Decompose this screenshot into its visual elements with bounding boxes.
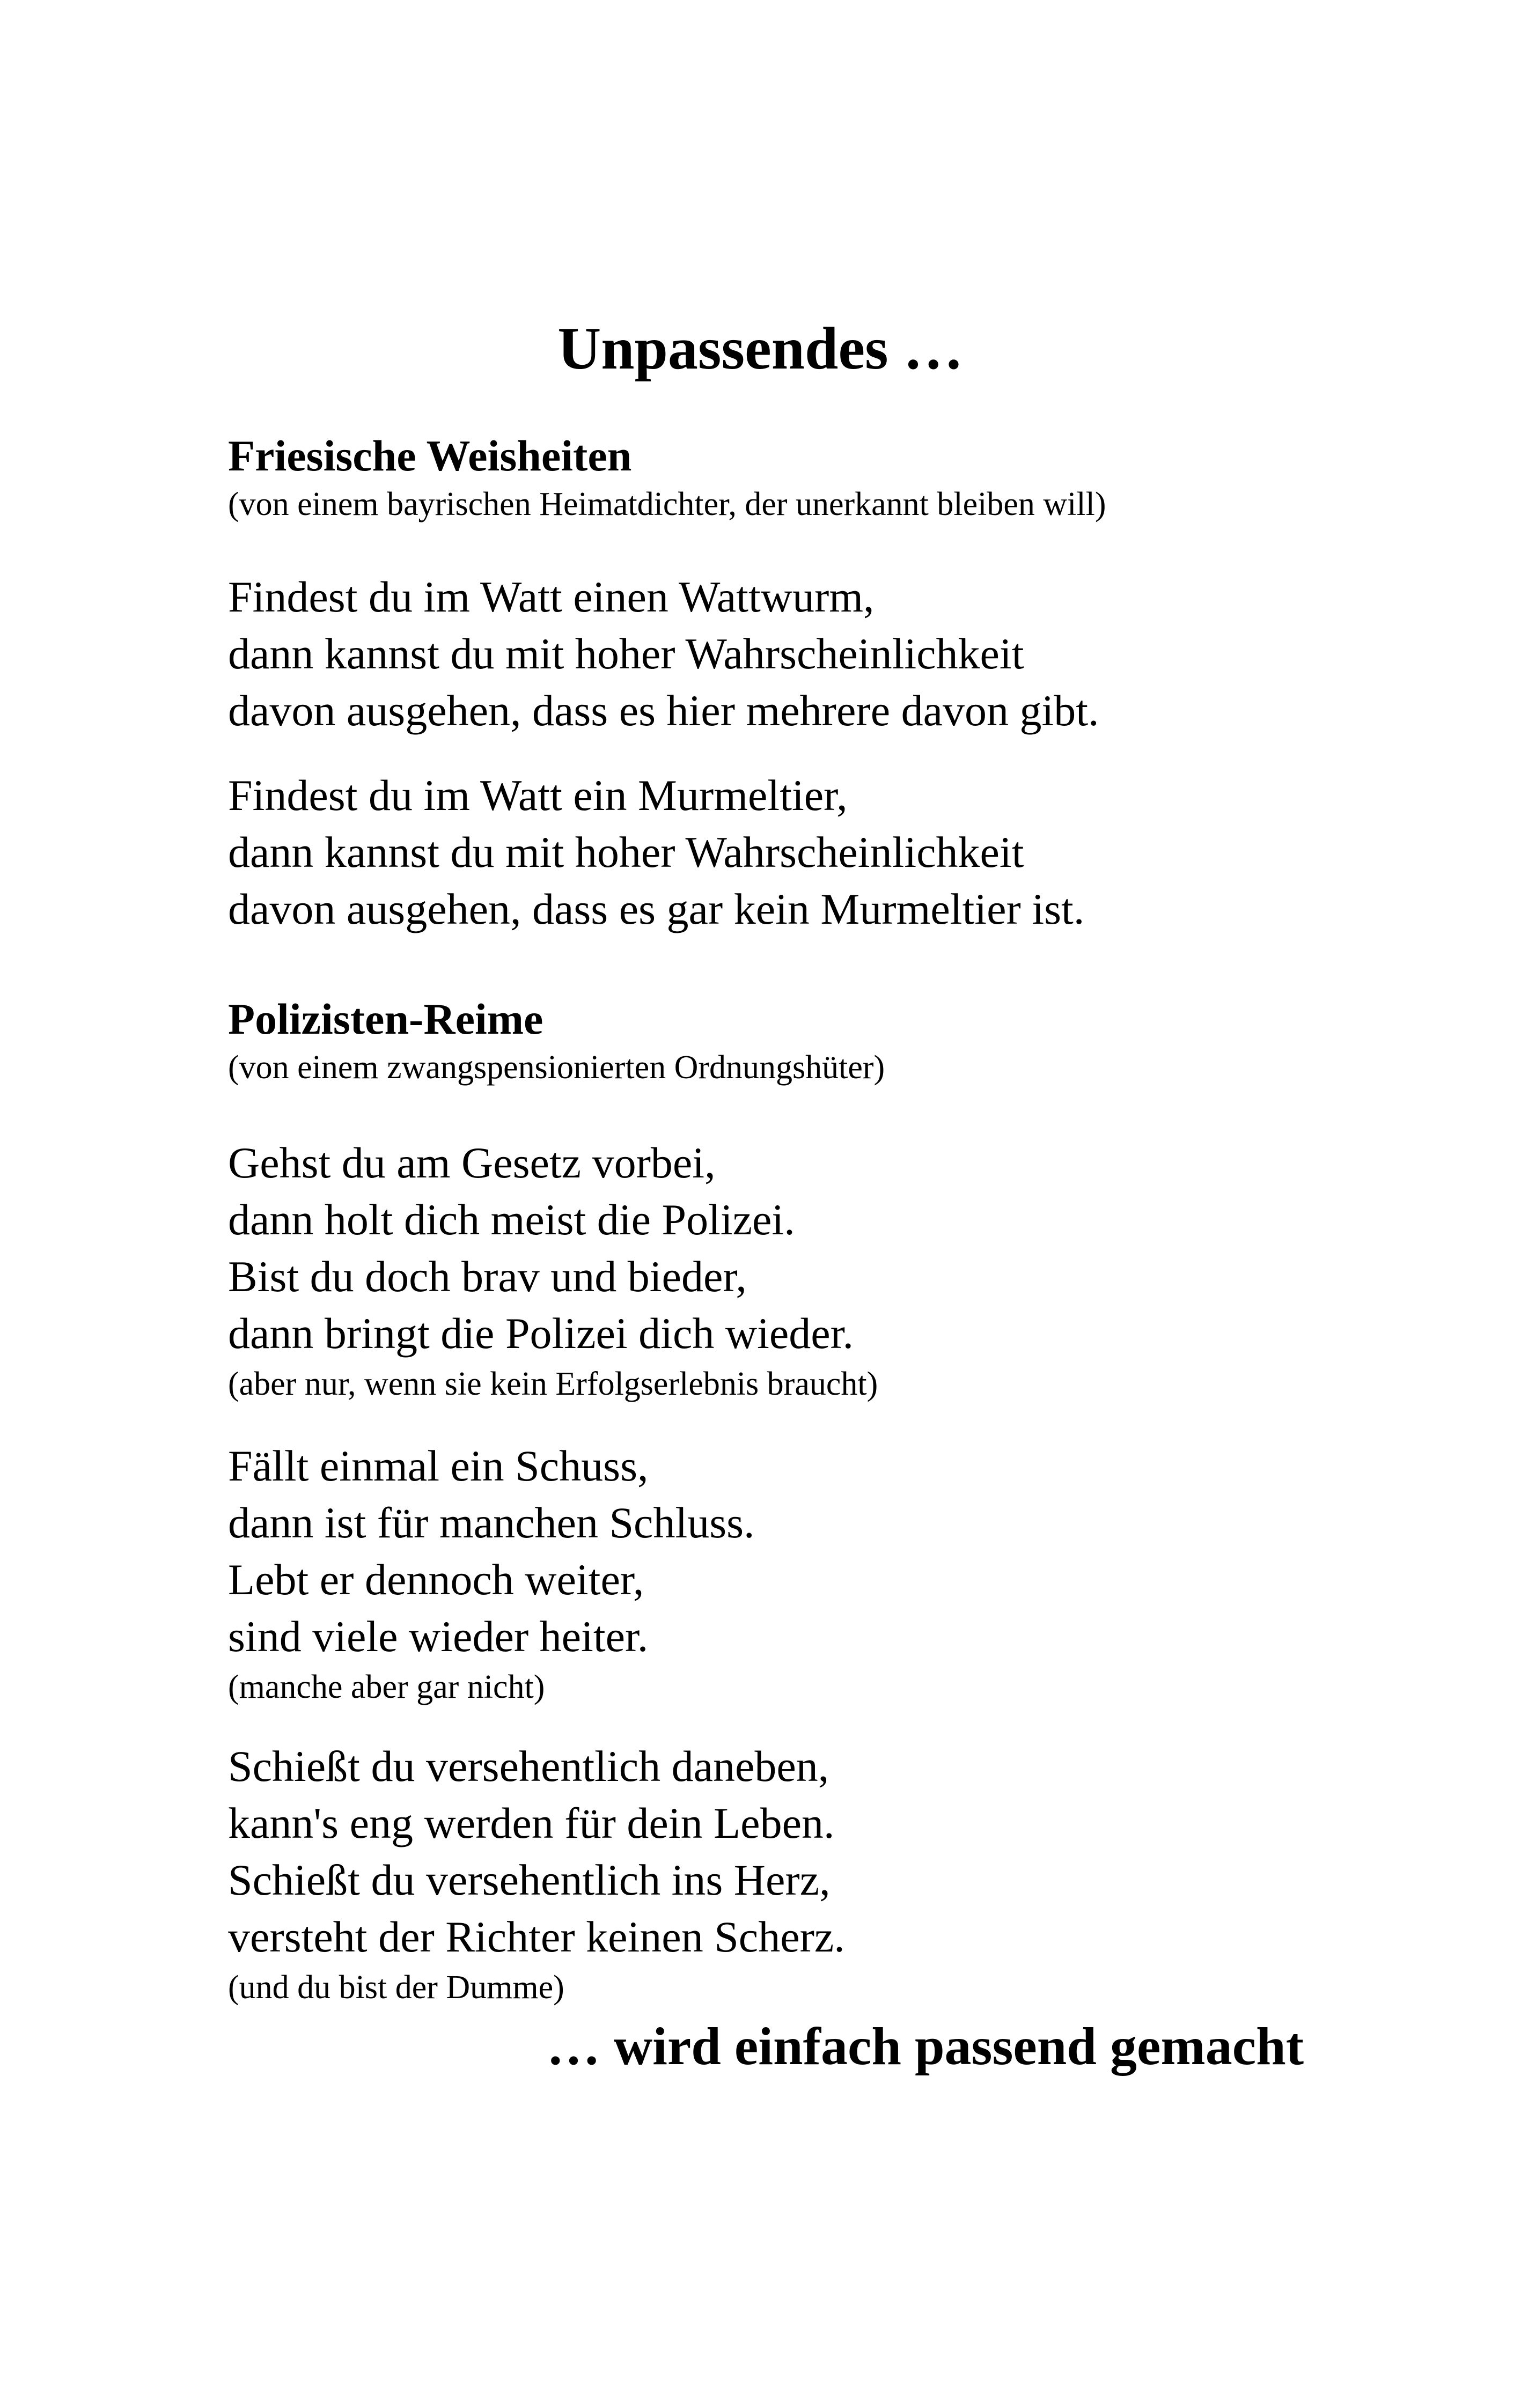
stanza-note: (aber nur, wenn sie kein Erfolgserlebnis braucht) (228, 1366, 878, 1402)
stanza-line: dann bringt die Polizei dich wieder. (228, 1309, 854, 1358)
stanza-line: dann kannst du mit hoher Wahrscheinlichkeit (228, 828, 1024, 877)
stanza-line: dann kannst du mit hoher Wahrscheinlichkeit (228, 629, 1024, 678)
stanza-line: sind viele wieder heiter. (228, 1612, 649, 1661)
stanza-line: Schießt du versehentlich ins Herz, (228, 1855, 831, 1904)
stanza-line: dann holt dich meist die Polizei. (228, 1195, 795, 1244)
stanza-line: Lebt er dennoch weiter, (228, 1555, 644, 1604)
page-title: Unpassendes … (557, 315, 964, 382)
stanza-line: kann's eng werden für dein Leben. (228, 1799, 835, 1847)
stanza (228, 569, 1099, 739)
stanza-line: davon ausgehen, dass es gar kein Murmeltier ist. (228, 885, 1085, 933)
stanza (228, 1438, 755, 1709)
section-heading-polizisten-reime: Polizisten-Reime (228, 995, 543, 1043)
stanza-line: Bist du doch brav und bieder, (228, 1252, 747, 1301)
section-heading-friesische-weisheiten: Friesische Weisheiten (228, 431, 632, 480)
stanza-note: (und du bist der Dumme) (228, 1969, 564, 2006)
closing-line: … wird einfach passend gemacht (546, 2016, 1304, 2076)
stanza-line: Schießt du versehentlich daneben, (228, 1742, 829, 1791)
section-note-friesische-weisheiten: (von einem bayrischen Heimatdichter, der unerkannt bleiben will) (228, 486, 1106, 522)
section-note-polizisten-reime: (von einem zwangspensionierten Ordnungshüter) (228, 1049, 885, 1086)
stanza-line: dann ist für manchen Schluss. (228, 1498, 755, 1547)
stanza-note: (manche aber gar nicht) (228, 1669, 545, 1705)
stanza-line: Findest du im Watt einen Wattwurm, (228, 572, 875, 621)
stanza (228, 767, 1084, 938)
stanza (228, 1738, 845, 2009)
stanza-line: Fällt einmal ein Schuss, (228, 1441, 649, 1490)
stanza-line: Findest du im Watt ein Murmeltier, (228, 771, 848, 820)
stanza-line: Gehst du am Gesetz vorbei, (228, 1138, 716, 1187)
stanza-line: davon ausgehen, dass es hier mehrere davon gibt. (228, 686, 1099, 735)
stanza-line: versteht der Richter keinen Scherz. (228, 1912, 845, 1961)
stanza (228, 1135, 878, 1406)
